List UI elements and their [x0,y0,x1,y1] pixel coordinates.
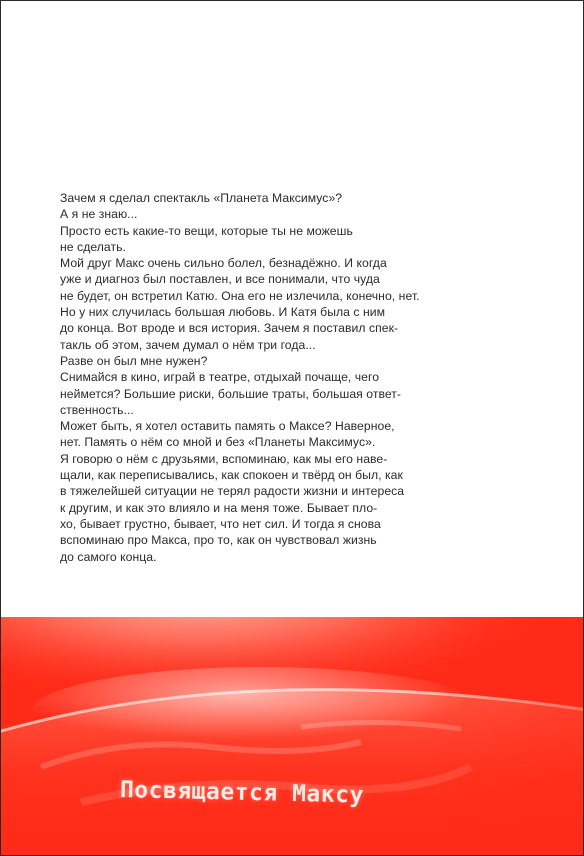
text-line: такль об этом, зачем думал о нём три года... [60,337,316,352]
planet-banner [1,617,583,855]
text-line: Снимайся в кино, играй в театре, отдыхай почаще, чего [60,370,380,385]
text-line: вспоминаю про Макса, про то, как он чувствовал жизнь [60,533,377,548]
text-line: А я не знаю... [60,207,138,222]
text-line: не будет, он встретил Катю. Она его не излечила, конечно, нет. [60,288,420,303]
dedication-title: Посвящается Максу [119,777,365,809]
text-line: уже и диагноз был поставлен, и все понимали, что чуда [60,272,380,287]
body-text [60,190,460,565]
text-line: неймется? Большие риски, большие траты, большая ответ- [60,386,402,401]
text-line: Может быть, я хотел оставить память о Максе? Наверное, [60,419,395,434]
text-line: до самого конца. [60,549,157,564]
text-line: щали, как переписывались, как спокоен и твёрд он был, как [60,468,403,483]
text-line: ственность... [60,402,134,417]
text-line: хо, бывает грустно, бывает, что нет сил. И тогда я снова [60,516,381,531]
text-line: не сделать. [60,239,126,254]
text-line: Но у них случилась большая любовь. И Катя была с ним [60,305,386,320]
text-line: до конца. Вот вроде и вся история. Зачем я поставил спек- [60,321,399,336]
text-line: Зачем я сделал спектакль «Планета Максимус»? [60,191,343,205]
text-line: Просто есть какие-то вещи, которые ты не можешь [60,223,353,238]
text-line: Разве он был мне нужен? [60,353,208,368]
text-line: Мой друг Макс очень сильно болел, безнадёжно. И когда [60,256,387,271]
planet-horizon-image [1,617,583,855]
text-line: Я говорю о нём с друзьями, вспоминаю, как мы его наве- [60,451,388,466]
text-line: нет. Память о нём со мной и без «Планеты Максимус». [60,435,376,450]
text-line: к другим, и как это влияло и на меня тоже. Бывает пло- [60,500,378,515]
text-line: в тяжелейшей ситуации не терял радости жизни и интереса [60,484,405,499]
